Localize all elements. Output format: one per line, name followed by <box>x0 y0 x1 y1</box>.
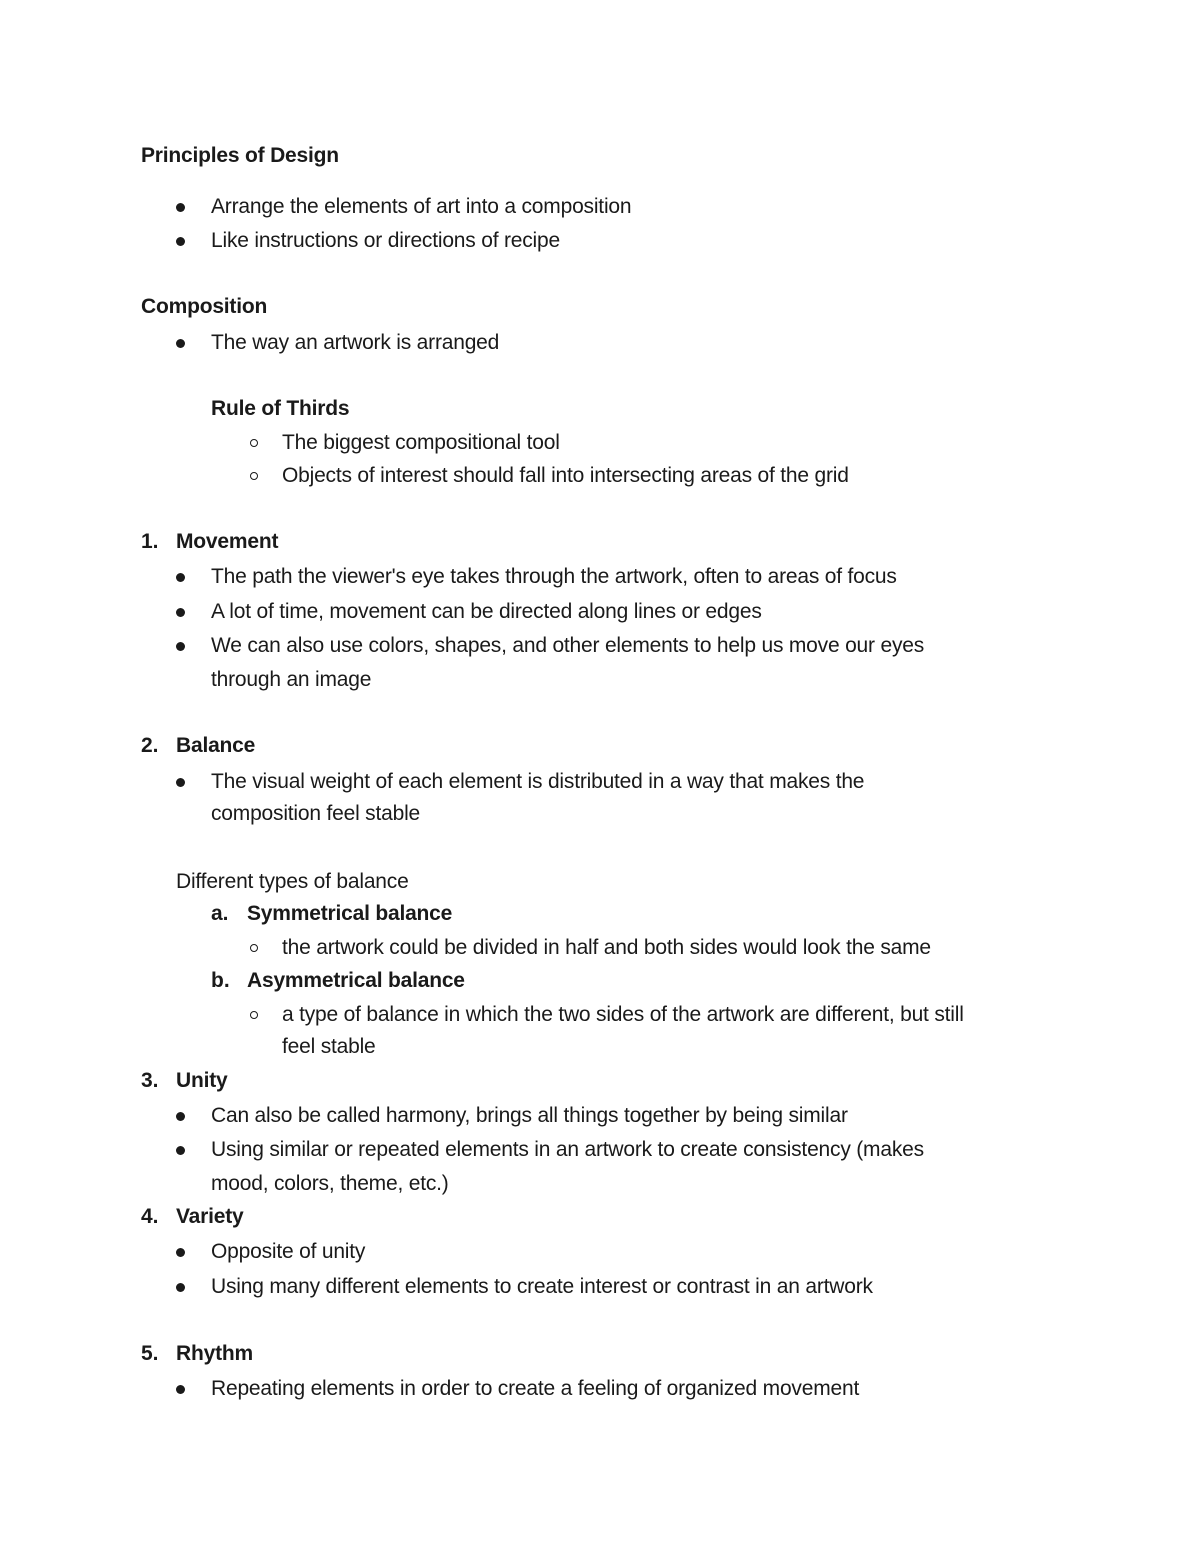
heading-composition: Composition <box>141 295 268 318</box>
section-number: 2. <box>141 734 159 757</box>
bullet-icon <box>176 1146 185 1155</box>
bullet-icon <box>176 237 185 246</box>
bullet-icon <box>176 1385 185 1394</box>
heading-unity: Unity <box>176 1069 228 1092</box>
bullet-icon <box>176 608 185 617</box>
list-item: The path the viewer's eye takes through the artwork, often to areas of focus <box>211 565 897 588</box>
balance-types-intro: Different types of balance <box>176 870 409 893</box>
circle-bullet-icon <box>250 1011 258 1019</box>
bullet-icon <box>176 573 185 582</box>
bullet-icon <box>176 203 185 212</box>
section-number: 3. <box>141 1069 159 1092</box>
bullet-icon <box>176 1248 185 1257</box>
heading-balance: Balance <box>176 734 256 757</box>
heading-symmetrical-balance: Symmetrical balance <box>247 902 453 925</box>
bullet-icon <box>176 1112 185 1121</box>
heading-variety: Variety <box>176 1205 244 1228</box>
list-item: Opposite of unity <box>211 1240 366 1263</box>
list-item: a type of balance in which the two sides of the artwork are different, but still <box>282 1003 964 1026</box>
list-letter: b. <box>211 969 230 992</box>
bullet-icon <box>176 339 185 348</box>
list-item: We can also use colors, shapes, and other elements to help us move our eyes <box>211 634 925 657</box>
circle-bullet-icon <box>250 472 258 480</box>
heading-rhythm: Rhythm <box>176 1342 253 1365</box>
list-item: A lot of time, movement can be directed along lines or edges <box>211 600 762 623</box>
list-item-continuation: composition feel stable <box>211 802 421 825</box>
bullet-icon <box>176 1283 185 1292</box>
heading-rule-of-thirds: Rule of Thirds <box>211 397 350 420</box>
circle-bullet-icon <box>250 944 258 952</box>
list-item: The way an artwork is arranged <box>211 331 500 354</box>
circle-bullet-icon <box>250 439 258 447</box>
list-item: Using similar or repeated elements in an artwork to create consistency (makes <box>211 1138 924 1161</box>
heading-movement: Movement <box>176 530 279 553</box>
list-item: the artwork could be divided in half and both sides would look the same <box>282 936 931 959</box>
list-item: The biggest compositional tool <box>282 431 560 454</box>
bullet-icon <box>176 642 185 651</box>
section-number: 5. <box>141 1342 159 1365</box>
list-item-continuation: mood, colors, theme, etc.) <box>211 1172 449 1195</box>
list-item: Arrange the elements of art into a composition <box>211 195 632 218</box>
list-item: Like instructions or directions of recipe <box>211 229 560 252</box>
heading-asymmetrical-balance: Asymmetrical balance <box>247 969 465 992</box>
section-number: 4. <box>141 1205 159 1228</box>
list-item: The visual weight of each element is distributed in a way that makes the <box>211 770 865 793</box>
list-item: Repeating elements in order to create a feeling of organized movement <box>211 1377 860 1400</box>
list-item-continuation: feel stable <box>282 1035 376 1058</box>
list-item: Can also be called harmony, brings all things together by being similar <box>211 1104 848 1127</box>
list-item: Using many different elements to create interest or contrast in an artwork <box>211 1275 873 1298</box>
list-item-continuation: through an image <box>211 668 372 691</box>
heading-principles: Principles of Design <box>141 144 339 167</box>
bullet-icon <box>176 778 185 787</box>
list-letter: a. <box>211 902 229 925</box>
section-number: 1. <box>141 530 159 553</box>
list-item: Objects of interest should fall into intersecting areas of the grid <box>282 464 849 487</box>
